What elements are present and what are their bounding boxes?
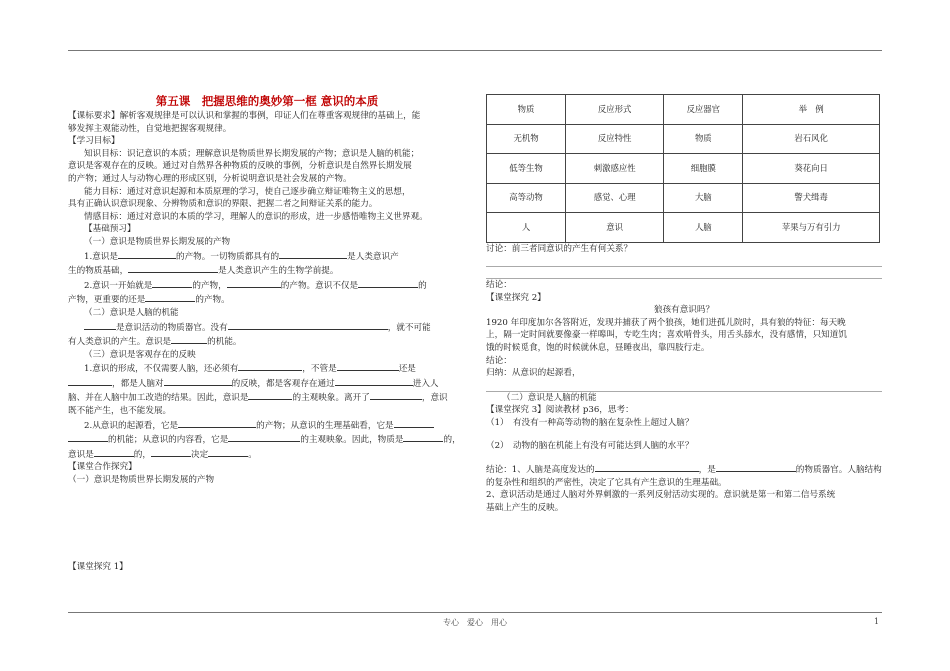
blank-field[interactable] bbox=[238, 361, 302, 371]
table-row bbox=[487, 183, 880, 213]
blank-field[interactable] bbox=[118, 249, 176, 259]
table-cell: 人 bbox=[487, 213, 566, 243]
table-header-cell: 物质 bbox=[487, 95, 566, 125]
table-cell: 意识 bbox=[566, 213, 664, 243]
footer-rule bbox=[68, 612, 882, 613]
fill-line: 脑、并在人脑中加工改造的结果。因此，意识是 的主观映象。离开了 ，意识 bbox=[68, 390, 466, 405]
standard-line-1: 【课标要求】解析客观规律是可以认识和掌握的事例，印证人们在尊重客观规律的基础上，能 bbox=[68, 111, 421, 121]
blank-field[interactable] bbox=[178, 418, 256, 428]
blank-field[interactable] bbox=[171, 334, 207, 344]
conclusion-line: 结论：1、人脑是高度发达的 ，是 的物质器官。人脑结构 bbox=[486, 462, 882, 477]
blank-field[interactable] bbox=[370, 390, 422, 400]
answer-line[interactable] bbox=[486, 255, 882, 267]
blank-field[interactable] bbox=[68, 432, 108, 442]
blank-field[interactable] bbox=[337, 361, 399, 371]
table-cell: 感觉、心理 bbox=[566, 183, 664, 213]
blank-field[interactable] bbox=[227, 278, 281, 288]
inquiry-2-heading: 【课堂探究 2】 bbox=[486, 292, 546, 303]
knowledge-objective-3: 的产物；通过人与动物心理的形成区别，分析说明意识是社会发展的产物。 bbox=[68, 173, 352, 184]
table-cell: 高等动物 bbox=[487, 183, 566, 213]
blank-field[interactable] bbox=[228, 432, 300, 442]
blank-field[interactable] bbox=[335, 376, 413, 386]
blank-field[interactable] bbox=[208, 447, 248, 457]
blank-field[interactable] bbox=[68, 376, 112, 386]
table-cell: 细胞膜 bbox=[664, 154, 743, 184]
answer-space[interactable] bbox=[486, 452, 882, 462]
answer-line[interactable] bbox=[486, 380, 882, 392]
fill-line: ，都是人脑对 的反映，都是客观存在通过 进入人 bbox=[68, 376, 466, 391]
story-title: 狼孩有意识吗？ bbox=[653, 305, 715, 316]
knowledge-objective-1: 知识目标：识记意识的本质；理解意识是物质世界长期发展的产物；意识是人脑的机能； bbox=[84, 148, 420, 159]
fill-line: 1.意识是 的产物。一切物质都具有的 是人类意识产 bbox=[68, 249, 466, 264]
left-column bbox=[68, 94, 466, 573]
blank-field[interactable] bbox=[84, 320, 116, 330]
blank-field[interactable] bbox=[716, 462, 796, 472]
page-footer: 专心 爱心 用心 bbox=[443, 618, 507, 627]
blank-field[interactable] bbox=[394, 418, 434, 428]
table-header-cell: 反应形式 bbox=[566, 95, 664, 125]
conclusion-label: 结论： bbox=[486, 280, 512, 291]
table-cell: 苹果与万有引力 bbox=[743, 213, 880, 243]
blank-field[interactable] bbox=[279, 249, 347, 259]
table-header-row bbox=[487, 95, 880, 125]
table-cell: 低等生物 bbox=[487, 154, 566, 184]
story-line-2: 上，隔一定时间就要像豪一样嗥叫，专吃生肉；喜欢啃骨头，用舌头舔水，没有感情，只知道饥 bbox=[486, 330, 847, 341]
table-cell: 无机物 bbox=[487, 124, 566, 154]
cooperation-heading: 【课堂合作探究】 bbox=[68, 462, 137, 473]
blank-field[interactable] bbox=[595, 462, 699, 472]
table-row bbox=[487, 213, 880, 243]
table-cell: 物质 bbox=[664, 124, 743, 154]
story-line-3: 饿的时候觅食，饱的时候就休息，昼睡夜出，靠四肢行走。 bbox=[486, 343, 710, 354]
blank-field[interactable] bbox=[128, 263, 218, 273]
blank-field[interactable] bbox=[248, 390, 292, 400]
blank-field[interactable] bbox=[358, 278, 418, 288]
table-cell: 大脑 bbox=[664, 183, 743, 213]
right-column bbox=[486, 94, 882, 515]
question-2: （2） 动物的脑在机能上有没有可能达到人脑的水平？ bbox=[486, 440, 694, 451]
cooperation-section-1: （一）意识是物质世界长期发展的产物 bbox=[68, 475, 215, 486]
ability-objective-2: 具有正确认识意识现象、分辨物质和意识的界限、把握二者之间辩证关系的能力。 bbox=[68, 199, 378, 210]
table-header-cell: 反应器官 bbox=[664, 95, 743, 125]
blank-field[interactable] bbox=[151, 447, 191, 457]
table-cell: 反应特性 bbox=[566, 124, 664, 154]
conclusion-line: 的复杂性和组织的严密性，决定了它具有产生意识的生理基础。 bbox=[486, 477, 727, 488]
header-rule bbox=[68, 50, 882, 51]
page-number: 1 bbox=[874, 617, 880, 626]
standard-line-2: 够发挥主观能动性，自觉地把握客观规律。 bbox=[68, 123, 232, 134]
fill-line: 有人类意识的产生。意识是 的机能。 bbox=[68, 334, 466, 349]
blank-field[interactable] bbox=[145, 292, 195, 302]
fill-line: 意识是 的， 决定 。 bbox=[68, 447, 466, 462]
fill-line: 生的物质基础， 是人类意识产生的生物学前提。 bbox=[68, 263, 466, 278]
section-1-heading: （一）意识是物质世界长期发展的产物 bbox=[84, 236, 231, 247]
discussion-question: 讨论：前三者同意识的产生有何关系？ bbox=[486, 243, 633, 254]
answer-space[interactable] bbox=[486, 430, 882, 440]
table-cell: 人脑 bbox=[664, 213, 743, 243]
section-2-heading: （二）意识是人脑的机能 bbox=[84, 307, 179, 318]
emotion-objective: 情感目标：通过对意识的本质的学习，理解人的意识的形成，进一步感悟唯物主义世界观。 bbox=[84, 211, 428, 222]
inquiry-1-heading: 【课堂探究 1】 bbox=[68, 561, 128, 572]
preview-heading: 【基础预习】 bbox=[84, 224, 136, 235]
lesson-title: 第五课 把握思维的奥妙第一框 意识的本质 bbox=[155, 94, 379, 108]
fill-line: 2.意识一开始就是 的产物， 的产物。意识不仅是 的 bbox=[68, 278, 466, 293]
fill-line: 产物，更重要的还是 的产物。 bbox=[68, 292, 466, 307]
text-line: 既不能产生，也不能发展。 bbox=[68, 406, 172, 417]
fill-line: 是意识活动的物质器官。没有 ，就不可能 bbox=[68, 320, 466, 335]
story-line-1: 1920 年印度加尔各答附近，发现并捕获了两个狼孩，她们进孤儿院时，具有狼的特征：每天晚 bbox=[486, 317, 846, 328]
table-row bbox=[487, 154, 880, 184]
answer-line[interactable] bbox=[486, 267, 882, 279]
blank-field[interactable] bbox=[164, 376, 232, 386]
table-header-cell: 举 例 bbox=[743, 95, 880, 125]
knowledge-objective-2: 意识是客观存在的反映。通过对自然界各种物质的反映的事例，分析意识是自然界长期发展 bbox=[68, 161, 412, 172]
inquiry-3-heading: 【课堂探究 3】阅读教材 p36，思考： bbox=[486, 405, 634, 416]
blank-field[interactable] bbox=[94, 447, 134, 457]
conclusion-line: 基础上产生的反映。 bbox=[486, 503, 564, 513]
table-cell: 警犬缉毒 bbox=[743, 183, 880, 213]
conclusion-label: 结论： bbox=[486, 355, 512, 366]
ability-objective-1: 能力目标：通过对意识起源和本质原理的学习，使自己逐步确立辩证唯物主义的思想， bbox=[84, 186, 411, 197]
section-2-heading: （二）意识是人脑的机能 bbox=[502, 392, 597, 403]
fill-line: 1.意识的形成，不仅需要人脑，还必须有 ，不管是 还是 bbox=[68, 361, 466, 376]
blank-field[interactable] bbox=[228, 320, 388, 330]
table-cell: 刺激感应性 bbox=[566, 154, 664, 184]
induction-line: 归纳：从意识的起源看， bbox=[486, 368, 581, 379]
fill-line: 2.从意识的起源看，它是 的产物；从意识的生理基础看，它是 bbox=[68, 418, 466, 433]
table-row bbox=[487, 124, 880, 154]
table-cell: 岩石风化 bbox=[743, 124, 880, 154]
conclusion-line: 2、意识活动是通过人脑对外界刺激的一系列反射活动实现的。意识就是第一和第二信号系统 bbox=[486, 490, 836, 501]
section-3-heading: （三）意识是客观存在的反映 bbox=[84, 349, 196, 360]
objectives-heading: 【学习目标】 bbox=[68, 136, 120, 147]
question-1: （1） 有没有一种高等动物的脑在复杂性上超过人脑？ bbox=[486, 418, 694, 429]
fill-line: 的机能；从意识的内容看，它是 的主观映象。因此，物质是 的， bbox=[68, 432, 466, 447]
table-cell: 葵花向日 bbox=[743, 154, 880, 184]
answer-space[interactable] bbox=[68, 487, 466, 561]
blank-field[interactable] bbox=[403, 432, 443, 442]
reflection-table bbox=[486, 94, 880, 243]
blank-field[interactable] bbox=[152, 278, 192, 288]
